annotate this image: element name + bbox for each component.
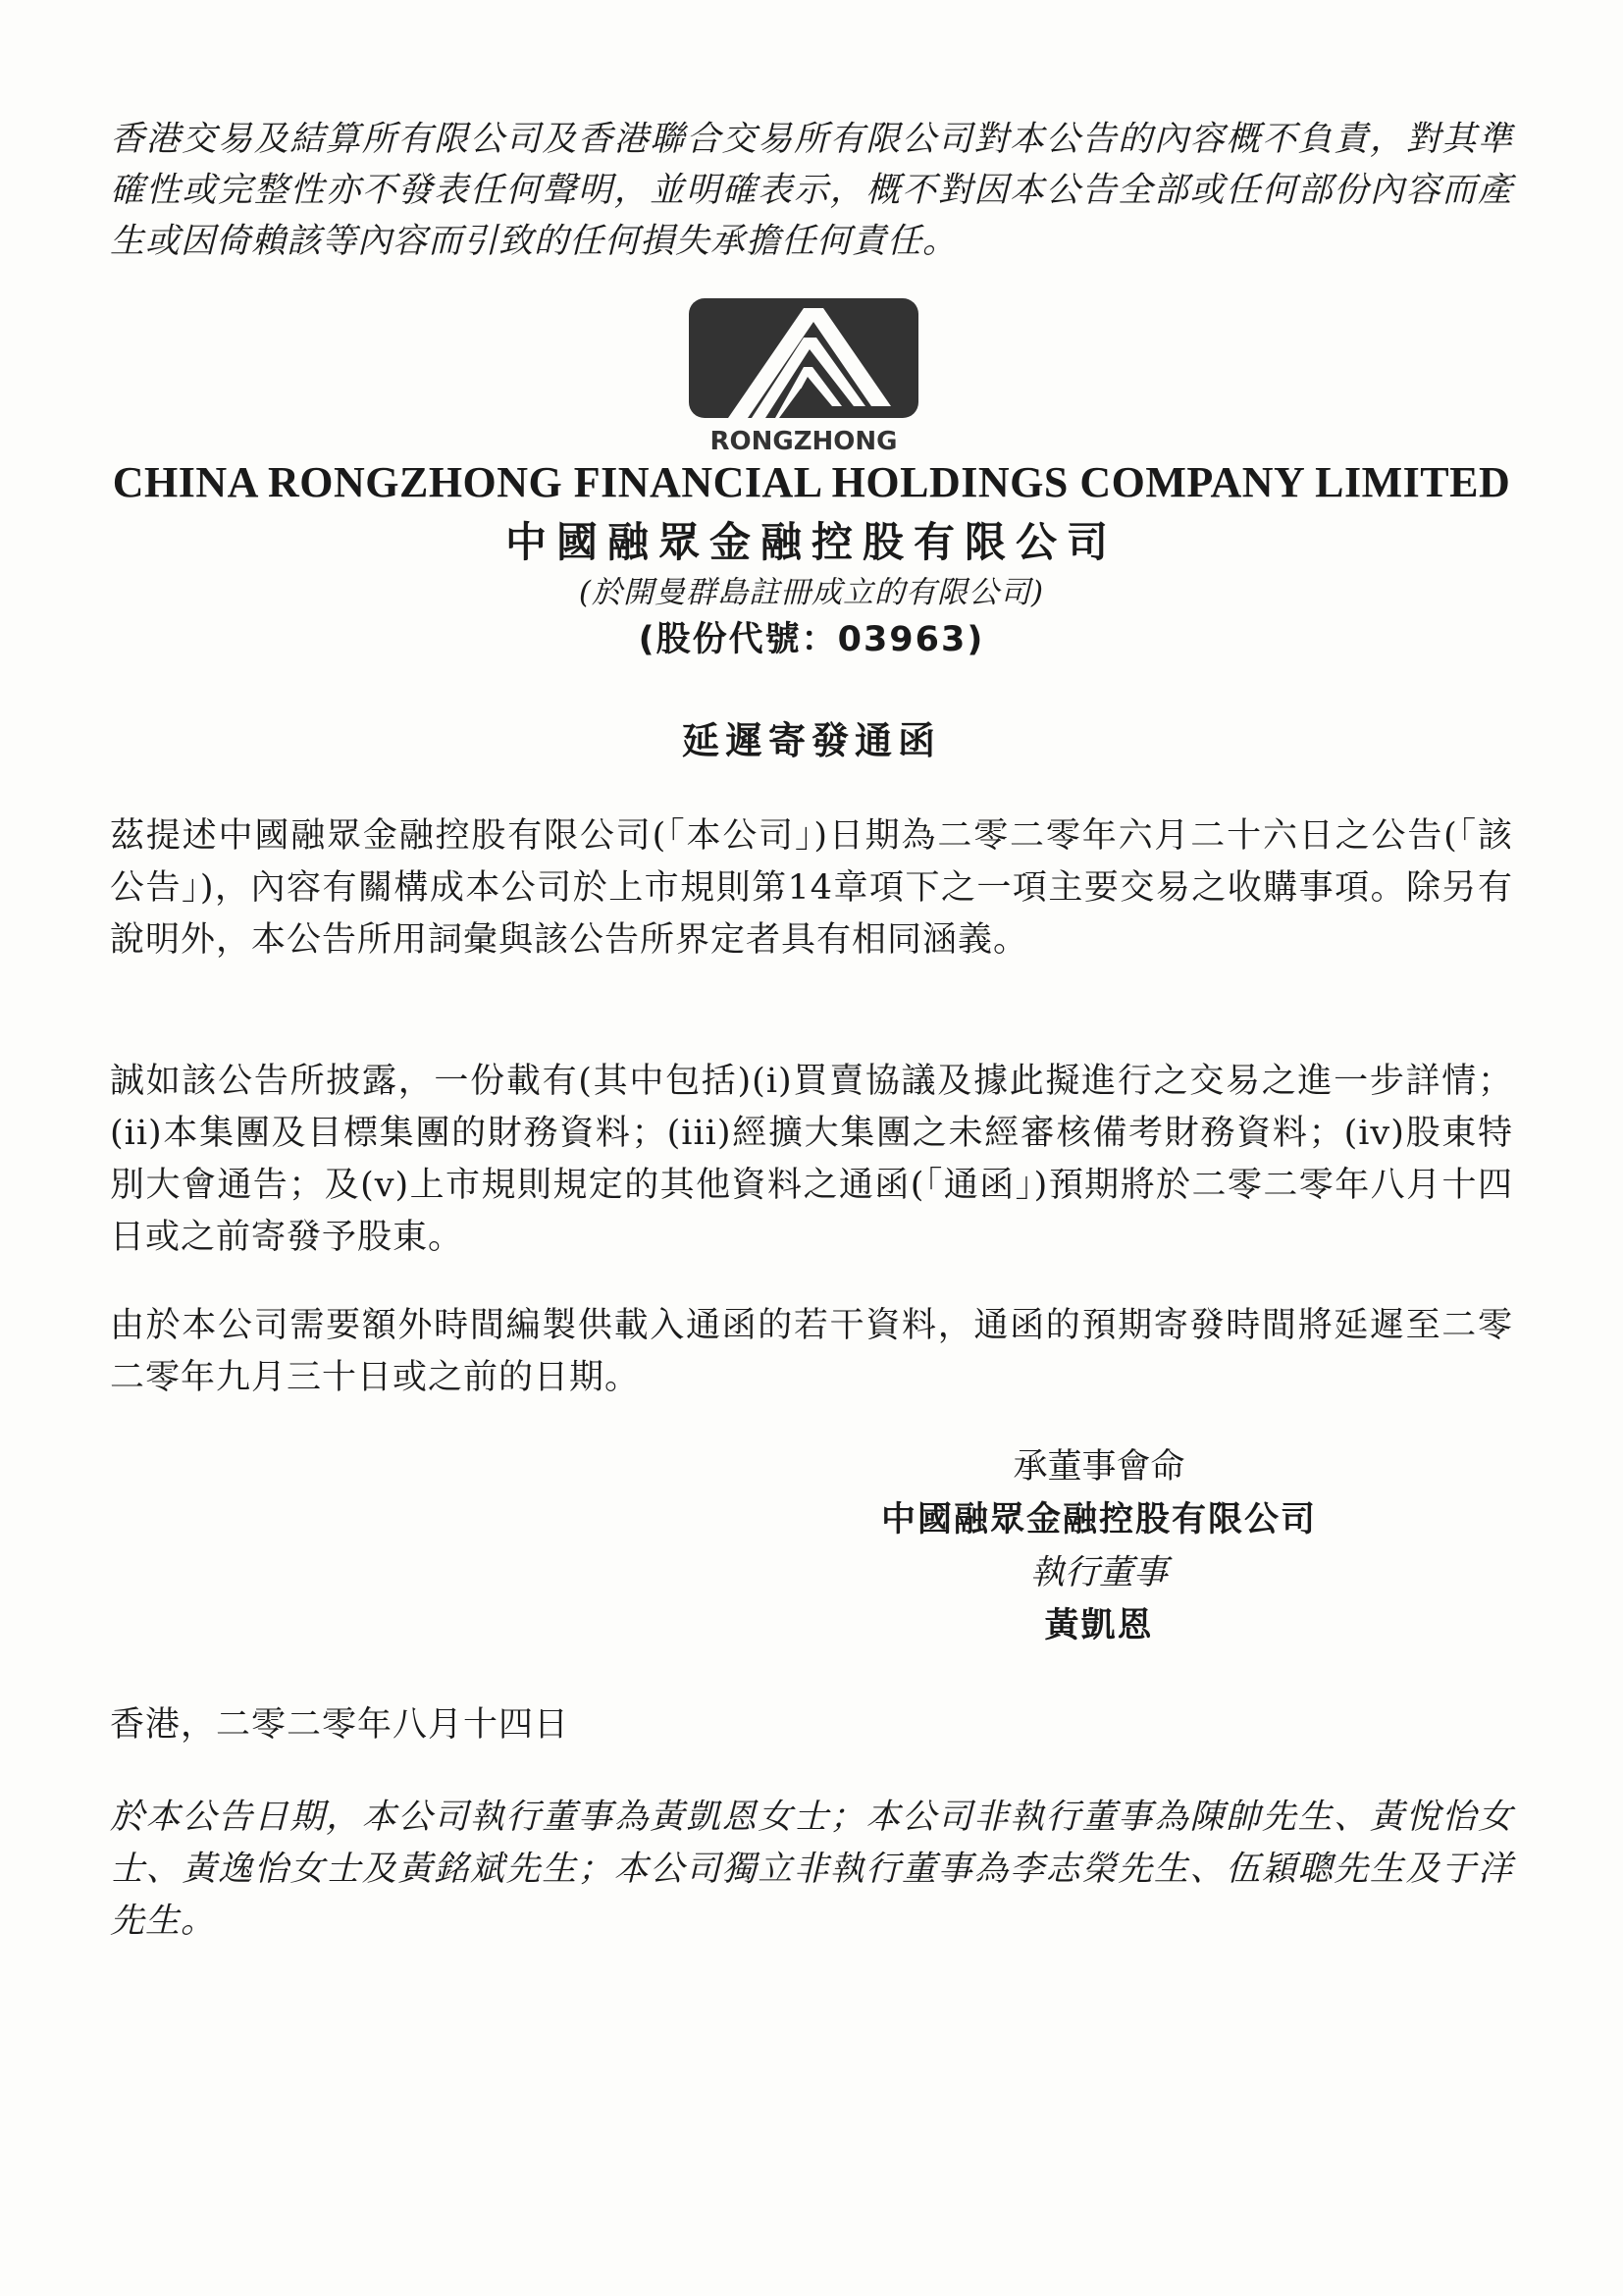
company-name-zh: 中國融眾金融控股有限公司 <box>504 518 1118 566</box>
company-logo <box>689 298 918 457</box>
rongzhong-logo-icon <box>689 298 918 457</box>
date-line: 香港，二零二零年八月十四日 <box>110 1705 570 1745</box>
signature-company: 中國融眾金融控股有限公司 <box>880 1500 1317 1539</box>
stock-code: (股份代號：03963) <box>638 620 985 659</box>
signature-role: 執行董事 <box>1029 1553 1168 1592</box>
signature-by-order: 承董事會命 <box>1013 1447 1185 1487</box>
logo-wordmark: RONGZHONG <box>709 427 898 456</box>
directors-note: 於本公告日期，本公司執行董事為黃凱恩女士；本公司非執行董事為陳帥先生、黃悅怡女士、黃逸怡女士及黃銘斌先生；本公司獨立非執行董事為李志榮先生、伍穎聰先生及于洋先生。 <box>110 1798 1513 1941</box>
incorporation-note: (於開曼群島註冊成立的有限公司) <box>578 575 1045 610</box>
signature-name: 黃凱恩 <box>1044 1606 1154 1645</box>
announcement-title: 延遲寄發通函 <box>681 719 941 762</box>
paragraph-circular-contents: 誠如該公告所披露，一份載有(其中包括)(i)買賣協議及據此擬進行之交易之進一步詳情；(ii)本集團及目標集團的財務資料；(iii)經擴大集團之未經審核備考財務資料；(iv)股東特別大會通告；及(v)上市規則規定的其他資料之通函(「通函」)預期將於二零二零年八月十四日或之前寄發予股東。 <box>110 1062 1513 1257</box>
paragraph-reference: 茲提述中國融眾金融控股有限公司(「本公司」)日期為二零二零年六月二十六日之公告(「該公告」)，內容有關構成本公司於上市規則第14章項下之一項主要交易之收購事項。除另有說明外，本公告所用詞彙與該公告所界定者具有相同涵義。 <box>110 816 1513 960</box>
disclaimer-text: 香港交易及結算所有限公司及香港聯合交易所有限公司對本公告的內容概不負責，對其準確性或完整性亦不發表任何聲明，並明確表示，概不對因本公告全部或任何部份內容而產生或因倚賴該等內容而引致的任何損失承擔任何責任。 <box>110 120 1513 261</box>
company-name-en: CHINA RONGZHONG FINANCIAL HOLDINGS COMPANY LIMITED <box>112 458 1511 506</box>
paragraph-delay: 由於本公司需要額外時間編製供載入通函的若干資料，通函的預期寄發時間將延遲至二零二零年九月三十日或之前的日期。 <box>110 1306 1513 1397</box>
